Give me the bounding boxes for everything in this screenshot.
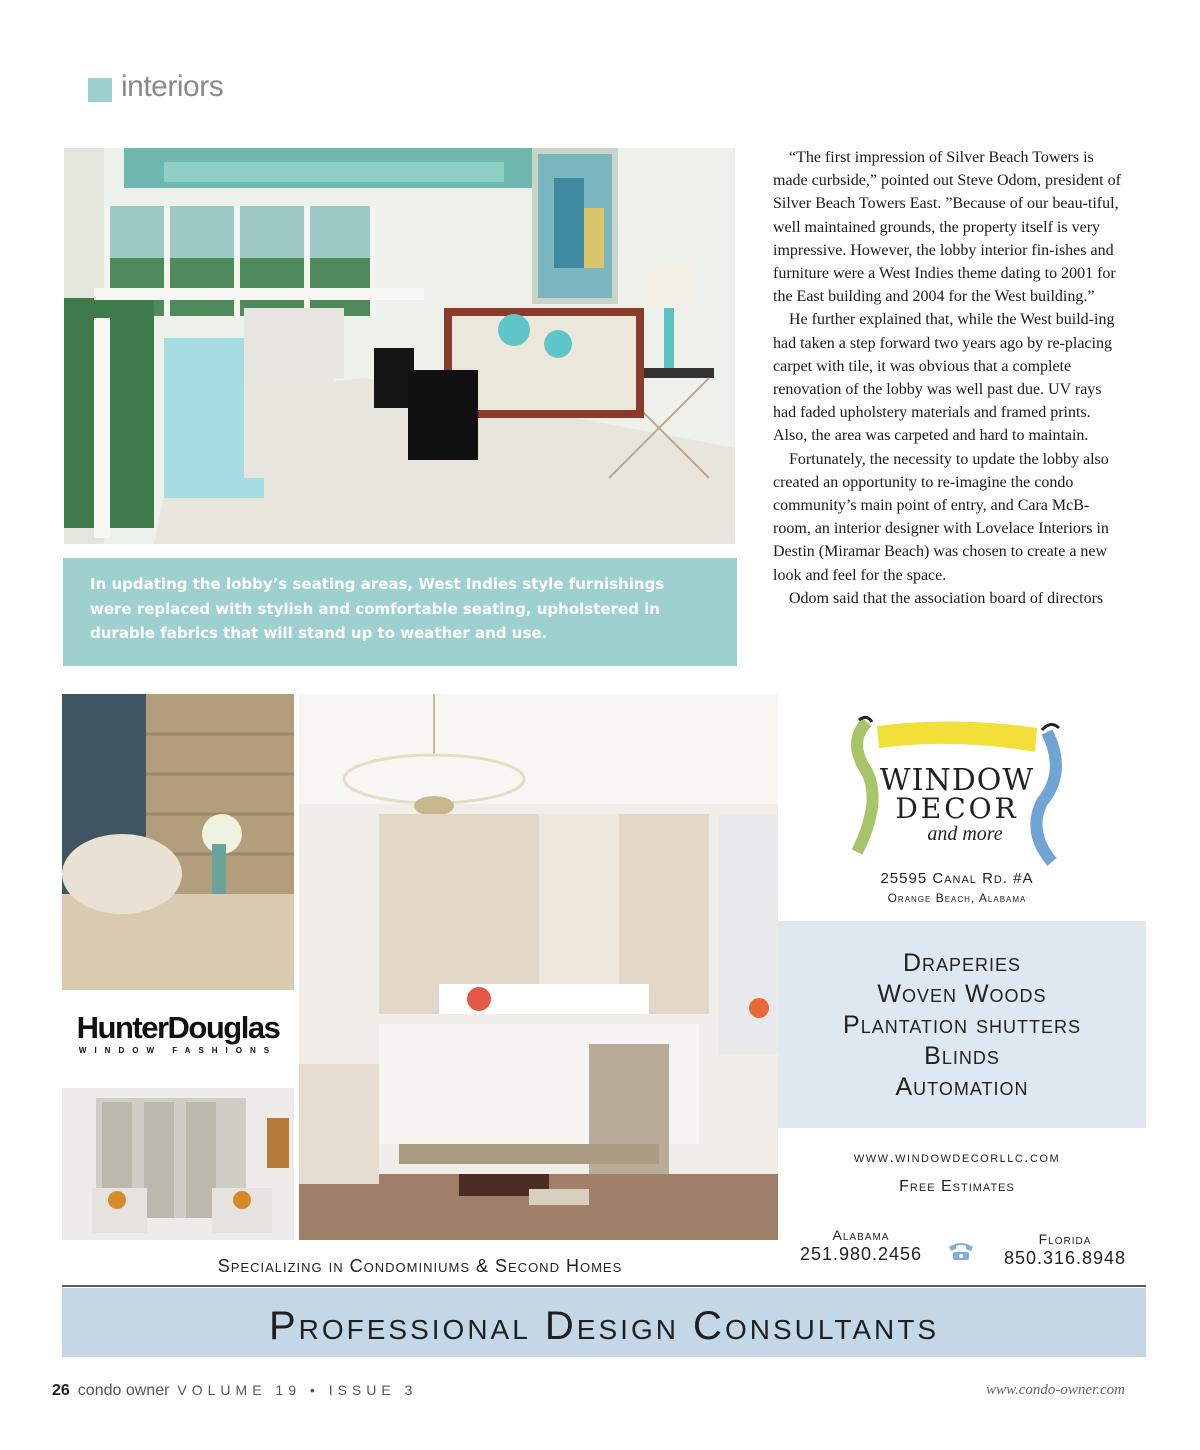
- ad-website-link[interactable]: www.windowdecorllc.com: [853, 1149, 1061, 1166]
- sheer-living-room-photo: [62, 1088, 294, 1240]
- service-item: Woven Woods: [877, 980, 1047, 1008]
- page-footer: [52, 1382, 417, 1400]
- hunter-douglas-logo: [62, 1010, 294, 1055]
- lobby-photo: [64, 148, 735, 544]
- hunter-douglas-brand: HunterDouglas: [76, 1010, 280, 1045]
- bedroom-photo: [299, 694, 778, 1240]
- service-item: Blinds: [924, 1042, 1000, 1070]
- ad-divider: [62, 1285, 1146, 1287]
- issue-label: VOLUME 19 • ISSUE 3: [177, 1382, 418, 1398]
- service-item: Draperies: [902, 949, 1022, 977]
- shade-bedroom-photo: [62, 694, 294, 990]
- phone-alabama-state: Alabama: [832, 1227, 890, 1243]
- footer-url[interactable]: www.condo-owner.com: [986, 1382, 1125, 1398]
- free-estimates-label: Free Estimates: [899, 1178, 1015, 1195]
- service-item: Automation: [895, 1073, 1029, 1101]
- hunter-douglas-subtitle: WINDOW FASHIONS: [78, 1046, 278, 1055]
- window-decor-logo-line1: WINDOW: [879, 763, 1035, 798]
- article-paragraph: Odom said that the association board of directors: [789, 589, 1104, 607]
- ad-banner-text: Professional Design Consultants: [268, 1304, 940, 1348]
- services-list: [778, 948, 1146, 1103]
- window-decor-logo: [837, 712, 1077, 872]
- phone-florida-number[interactable]: 850.316.8948: [1003, 1248, 1127, 1268]
- article-paragraph: “The first impression of Silver Beach Towers is made curbside,” pointed out Steve Odom, president of Silver Beach Towers East. ”Because of our beau-tiful, well maintained grounds, the property itself is very impressive. However, the lobby interior fin-ishes and furniture were a West Indies theme dating to 2001 for the East building and 2004 for the West building.”: [773, 149, 1121, 306]
- article-body: [773, 146, 1125, 610]
- store-address-street: 25595 Canal Rd. #A: [880, 870, 1034, 887]
- article-paragraph: Fortunately, the necessity to update the lobby also created an opportunity to re-imagine the condo community’s main point of entry, and Cara McB-room, an interior designer with Lovelace Interiors in Destin (Miramar Beach) was chosen to create a new look and feel for the space.: [773, 450, 1109, 584]
- telephone-icon: [947, 1241, 975, 1261]
- window-decor-logo-line3: and more: [927, 823, 1003, 845]
- phone-florida: [992, 1231, 1138, 1269]
- phone-florida-state: Florida: [1038, 1231, 1092, 1247]
- phone-alabama: [790, 1227, 932, 1265]
- phone-alabama-number[interactable]: 251.980.2456: [799, 1244, 923, 1264]
- store-address-city: Orange Beach, Alabama: [887, 891, 1027, 905]
- photo-caption: In updating the lobby’s seating areas, West Indies style furnishings were replaced with stylish and comfortable seating, upholstered in durable fabrics that will stand up to weather and use.: [90, 575, 665, 642]
- window-decor-ad: [62, 694, 1146, 1358]
- publication-name: condo owner: [77, 1382, 170, 1399]
- service-item: Plantation shutters: [843, 1011, 1081, 1039]
- page-number: 26: [52, 1382, 70, 1399]
- window-decor-logo-line2: DECOR: [895, 792, 1019, 825]
- article-paragraph: He further explained that, while the West build-ing had taken a step forward two years ago by re-placing carpet with tile, it was obvious that a complete renovation of the lobby was well past due. UV rays had faded upholstery materials and framed prints. Also, the area was carpeted and hard to maintain.: [773, 311, 1115, 445]
- section-marker: [88, 78, 112, 102]
- section-title: interiors: [121, 70, 224, 103]
- ad-tagline: Specializing in Condominiums & Second Homes: [217, 1256, 623, 1276]
